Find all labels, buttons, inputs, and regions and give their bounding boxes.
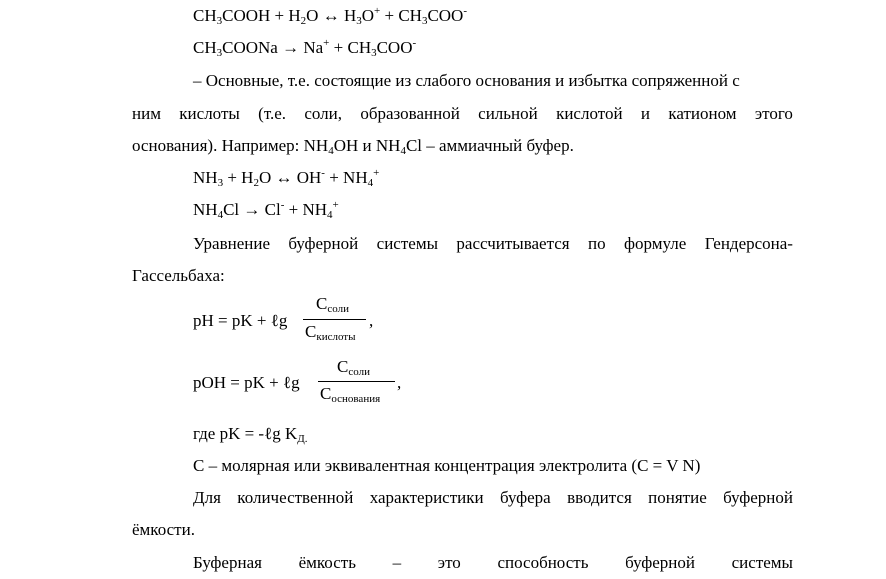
- eq-sub: 4: [327, 209, 333, 221]
- paragraph-basic-buffers-line3: [132, 136, 574, 156]
- equation-ammonium-chloride-dissociation: [193, 200, 339, 220]
- equation-acetic-acid-dissociation: [193, 6, 467, 26]
- pk-definition: [193, 424, 308, 444]
- conc-symbol: C: [337, 357, 349, 376]
- text: основания). Например: NH: [132, 136, 329, 155]
- eq-sup: +: [332, 199, 339, 211]
- word: ним: [132, 104, 161, 123]
- paragraph-capacity-definition-line1: [132, 553, 793, 573]
- conc-symbol: C: [305, 322, 317, 341]
- text: OH и NH: [333, 136, 401, 155]
- conc-symbol: C: [316, 294, 328, 313]
- formula-tail: ,: [397, 373, 402, 392]
- eq-text: CH: [193, 6, 217, 25]
- word: Для: [193, 488, 221, 507]
- eq-sub: 4: [367, 177, 374, 189]
- eq-sup: +: [373, 167, 380, 179]
- formula-lhs: pH = pK + ℓg: [193, 311, 288, 330]
- word: катионом: [668, 104, 737, 123]
- eq-sub: 4: [217, 209, 224, 221]
- eq-sup: +: [323, 37, 330, 49]
- word: количественной: [237, 488, 354, 507]
- word: соли,: [304, 104, 343, 123]
- conc-sub: соли: [348, 366, 370, 378]
- eq-sup: -: [321, 167, 325, 179]
- text: Cl – аммиачный буфер.: [405, 136, 574, 155]
- word: (т.е.: [258, 104, 287, 123]
- eq-text: + H: [223, 168, 254, 187]
- word: кислотой: [556, 104, 623, 123]
- paragraph-henderson-line1: [132, 234, 793, 254]
- word: этого: [754, 104, 793, 123]
- eq-text: NH: [193, 168, 218, 187]
- equation-ammonia-hydrolysis: [193, 168, 379, 188]
- paragraph-capacity-line2: ёмкости.: [132, 520, 195, 539]
- word: Буферная: [193, 553, 262, 572]
- sub: 4: [400, 145, 406, 157]
- word: буферной: [625, 553, 695, 572]
- word: Уравнение: [193, 234, 270, 253]
- eq-text: COONa → Na: [222, 38, 324, 57]
- word: рассчитывается: [456, 234, 570, 253]
- word: буферной: [288, 234, 359, 253]
- eq-sup: +: [374, 5, 381, 17]
- word: образованной: [360, 104, 460, 123]
- eq-text: + CH: [380, 6, 422, 25]
- paragraph-basic-buffers-line2: [132, 104, 793, 124]
- word: системы: [376, 234, 438, 253]
- word: ёмкость: [298, 553, 356, 572]
- formula-numerator: [316, 294, 349, 314]
- sub: 4: [328, 145, 334, 157]
- eq-sup: -: [412, 37, 417, 49]
- conc-sub: соли: [327, 303, 349, 315]
- paragraph-henderson-line2: Гассельбаха:: [132, 266, 225, 285]
- word: буферной: [723, 488, 793, 507]
- word: формуле: [624, 234, 687, 253]
- word: сильной: [478, 104, 538, 123]
- eq-sup: -: [463, 5, 468, 17]
- eq-sub: 3: [216, 15, 223, 27]
- word: буфера: [500, 488, 551, 507]
- word: системы: [731, 553, 793, 572]
- word: характеристики: [369, 488, 484, 507]
- eq-sub: 3: [217, 177, 224, 189]
- word: понятие: [648, 488, 707, 507]
- conc-sub: основания: [331, 393, 381, 405]
- formula-denominator: [305, 322, 356, 342]
- text: где pK = -ℓg K: [193, 424, 298, 443]
- eq-text: + NH: [324, 168, 368, 187]
- formula-tail: ,: [369, 311, 374, 330]
- eq-sub: 2: [253, 177, 259, 189]
- eq-text: CH: [193, 38, 217, 57]
- eq-sub: 3: [216, 47, 223, 59]
- eq-text: O ↔ H: [306, 6, 357, 25]
- formula-denominator: [320, 384, 380, 404]
- conc-sub: кислоты: [316, 331, 356, 343]
- formula-lhs: pOH = pK + ℓg: [193, 373, 300, 392]
- word: кислоты: [179, 104, 240, 123]
- eq-sub: 3: [421, 15, 428, 27]
- eq-sub: 3: [356, 15, 362, 27]
- equation-sodium-acetate-dissociation: [193, 38, 416, 58]
- eq-text: COOH + H: [222, 6, 301, 25]
- word: –: [392, 553, 402, 572]
- word: вводится: [567, 488, 632, 507]
- eq-sub: 3: [371, 47, 377, 59]
- fraction-bar: [318, 381, 395, 382]
- word: способность: [497, 553, 589, 572]
- concentration-definition: С – молярная или эквивалентная концентрация электролита (C = V N): [193, 456, 701, 475]
- eq-text: O ↔ OH: [258, 168, 322, 187]
- word: по: [588, 234, 606, 253]
- paragraph-capacity-line1: [132, 488, 793, 508]
- paragraph-basic-buffers-line1: – Основные, т.е. состоящие из слабого основания и избытка сопряженной с: [193, 71, 740, 90]
- word: это: [437, 553, 461, 572]
- eq-text: NH: [193, 200, 218, 219]
- sub: Д.: [297, 433, 308, 445]
- eq-sup: -: [280, 199, 285, 211]
- eq-text: + CH: [329, 38, 372, 57]
- eq-text: O: [361, 6, 375, 25]
- eq-text: Cl → Cl: [223, 200, 281, 219]
- word: Гендерсона-: [704, 234, 793, 253]
- conc-symbol: C: [320, 384, 332, 403]
- eq-text: COO: [427, 6, 464, 25]
- eq-text: + NH: [284, 200, 328, 219]
- fraction-bar: [303, 319, 366, 320]
- eq-sub: 2: [300, 15, 307, 27]
- eq-text: COO: [376, 38, 413, 57]
- word: и: [640, 104, 650, 123]
- formula-numerator: [337, 357, 370, 377]
